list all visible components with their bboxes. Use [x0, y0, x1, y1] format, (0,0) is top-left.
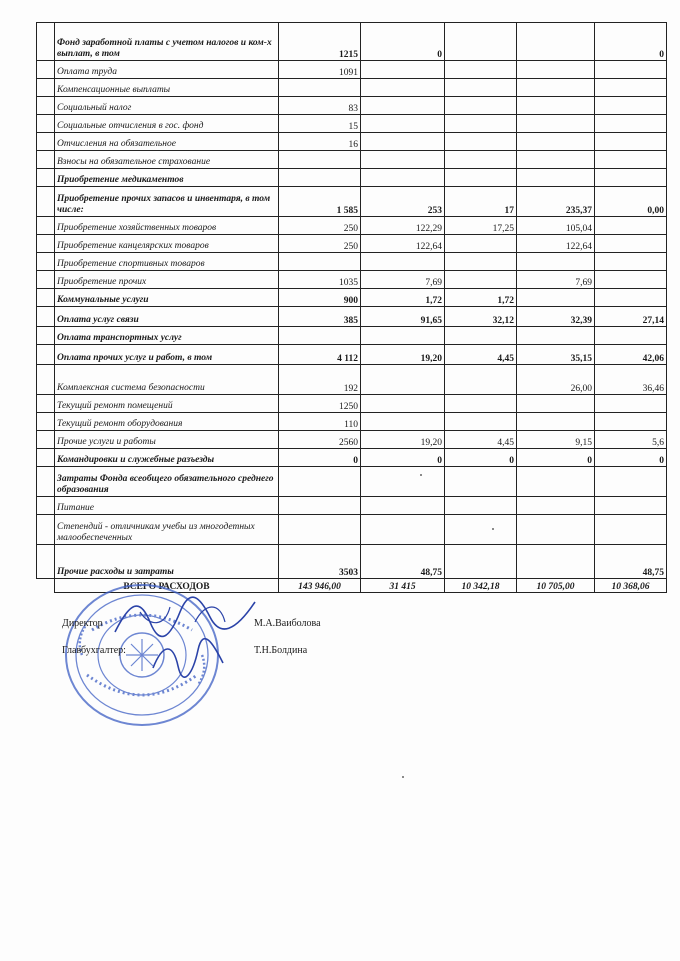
value-cell: 4 112 [279, 345, 361, 365]
value-cell [279, 151, 361, 169]
table-row [37, 365, 667, 395]
value-cell [445, 169, 517, 187]
table-row [37, 151, 667, 169]
value-cell [595, 217, 667, 235]
value-cell [595, 61, 667, 79]
table-row [37, 217, 667, 235]
value-cell: 192 [279, 365, 361, 395]
row-index-cell [37, 545, 55, 579]
accountant-name: Т.Н.Болдина [254, 645, 308, 656]
table-row [37, 307, 667, 327]
row-label: Питание [55, 497, 279, 515]
value-cell [445, 497, 517, 515]
accountant-signature-icon [148, 638, 228, 678]
value-cell [445, 395, 517, 413]
row-label: Социальный налог [55, 97, 279, 115]
row-label: Текущий ремонт помещений [55, 395, 279, 413]
value-cell: 19,20 [361, 431, 445, 449]
value-cell [595, 271, 667, 289]
row-index-cell [37, 289, 55, 307]
value-cell [595, 169, 667, 187]
value-cell: 1091 [279, 61, 361, 79]
table-row [37, 97, 667, 115]
value-cell [517, 133, 595, 151]
table-row [37, 133, 667, 151]
value-cell: 385 [279, 307, 361, 327]
value-cell: 0 [517, 449, 595, 467]
row-index-cell [37, 431, 55, 449]
table-row [37, 289, 667, 307]
table-row [37, 467, 667, 497]
value-cell: 235,37 [517, 187, 595, 217]
row-label: Коммунальные услуги [55, 289, 279, 307]
value-cell: 91,65 [361, 307, 445, 327]
row-index-cell [37, 133, 55, 151]
value-cell [517, 79, 595, 97]
table-row [37, 169, 667, 187]
value-cell [445, 545, 517, 579]
accountant-label: Главбухгалтер: [62, 645, 126, 656]
value-cell [445, 253, 517, 271]
value-cell [279, 467, 361, 497]
expense-table [36, 22, 667, 593]
row-index-cell [37, 345, 55, 365]
value-cell [361, 79, 445, 97]
row-label: Приобретение спортивных товаров [55, 253, 279, 271]
value-cell [361, 169, 445, 187]
row-index-cell [37, 327, 55, 345]
total-value-cell: 10 368,06 [595, 579, 667, 593]
row-index-cell [37, 115, 55, 133]
value-cell: 15 [279, 115, 361, 133]
row-label: Отчисления на обязательное [55, 133, 279, 151]
row-label: Комплексная система безопасности [55, 365, 279, 395]
value-cell: 105,04 [517, 217, 595, 235]
value-cell: 1250 [279, 395, 361, 413]
value-cell [445, 133, 517, 151]
row-label: Приобретение прочих запасов и инвентаря, в том числе: [55, 187, 279, 217]
value-cell [361, 97, 445, 115]
value-cell: 7,69 [361, 271, 445, 289]
table-row [37, 431, 667, 449]
total-label: ВСЕГО РАСХОДОВ [55, 579, 279, 593]
row-index-cell [37, 515, 55, 545]
table-row [37, 497, 667, 515]
value-cell [361, 515, 445, 545]
value-cell [361, 365, 445, 395]
value-cell: 4,45 [445, 345, 517, 365]
value-cell: 0 [279, 449, 361, 467]
value-cell [595, 97, 667, 115]
row-index-cell [37, 79, 55, 97]
row-index-cell [37, 97, 55, 115]
value-cell [595, 79, 667, 97]
value-cell: 83 [279, 97, 361, 115]
value-cell [517, 467, 595, 497]
value-cell [279, 79, 361, 97]
value-cell: 5,6 [595, 431, 667, 449]
value-cell: 1 585 [279, 187, 361, 217]
value-cell [595, 133, 667, 151]
value-cell: 0 [445, 449, 517, 467]
value-cell [445, 115, 517, 133]
value-cell [595, 235, 667, 253]
value-cell: 48,75 [361, 545, 445, 579]
value-cell [517, 497, 595, 515]
value-cell [595, 515, 667, 545]
table-row [37, 115, 667, 133]
value-cell [361, 133, 445, 151]
value-cell [361, 327, 445, 345]
value-cell: 122,64 [517, 235, 595, 253]
value-cell: 110 [279, 413, 361, 431]
row-label: Прочие услуги и работы [55, 431, 279, 449]
scan-speck [492, 528, 494, 530]
scan-speck [420, 474, 422, 476]
row-label: Социальные отчисления в гос. фонд [55, 115, 279, 133]
value-cell [517, 115, 595, 133]
value-cell [517, 253, 595, 271]
value-cell [279, 515, 361, 545]
value-cell: 0 [361, 23, 445, 61]
value-cell [279, 169, 361, 187]
value-cell [445, 23, 517, 61]
value-cell: 32,12 [445, 307, 517, 327]
value-cell [445, 235, 517, 253]
table-row [37, 235, 667, 253]
value-cell [361, 395, 445, 413]
value-cell: 17 [445, 187, 517, 217]
table-row [37, 395, 667, 413]
table-row [37, 449, 667, 467]
value-cell [361, 497, 445, 515]
value-cell [517, 515, 595, 545]
value-cell: 3503 [279, 545, 361, 579]
table-row [37, 23, 667, 61]
value-cell [361, 467, 445, 497]
value-cell [517, 289, 595, 307]
value-cell [595, 151, 667, 169]
value-cell [445, 79, 517, 97]
table-row [37, 253, 667, 271]
row-index-cell [37, 23, 55, 61]
value-cell: 250 [279, 235, 361, 253]
row-index-cell [37, 253, 55, 271]
value-cell [445, 61, 517, 79]
row-index-cell [37, 235, 55, 253]
row-index-cell [37, 467, 55, 497]
value-cell: 7,69 [517, 271, 595, 289]
row-label: Приобретение канцелярских товаров [55, 235, 279, 253]
table-row [37, 61, 667, 79]
value-cell: 26,00 [517, 365, 595, 395]
row-label: Командировки и служебные разъезды [55, 449, 279, 467]
value-cell: 4,45 [445, 431, 517, 449]
table-row [37, 79, 667, 97]
row-index-cell [37, 307, 55, 327]
value-cell: 0 [595, 449, 667, 467]
value-cell [517, 23, 595, 61]
row-index-cell [37, 395, 55, 413]
row-label: Оплата транспортных услуг [55, 327, 279, 345]
row-label: Приобретение хозяйственных товаров [55, 217, 279, 235]
value-cell [445, 151, 517, 169]
value-cell [445, 365, 517, 395]
row-index-cell [37, 271, 55, 289]
row-index-cell [37, 579, 55, 593]
value-cell [445, 97, 517, 115]
value-cell [595, 327, 667, 345]
value-cell: 19,20 [361, 345, 445, 365]
row-label: Текущий ремонт оборудования [55, 413, 279, 431]
value-cell [595, 467, 667, 497]
value-cell [517, 169, 595, 187]
row-index-cell [37, 61, 55, 79]
row-label: Прочие расходы и затраты [55, 545, 279, 579]
row-label: Компенсационные выплаты [55, 79, 279, 97]
value-cell: 122,29 [361, 217, 445, 235]
total-value-cell: 10 342,18 [445, 579, 517, 593]
row-index-cell [37, 365, 55, 395]
value-cell [595, 497, 667, 515]
row-label: Затраты Фонда всеобщего обязательного среднего образования [55, 467, 279, 497]
row-index-cell [37, 169, 55, 187]
value-cell: 17,25 [445, 217, 517, 235]
total-value-cell: 31 415 [361, 579, 445, 593]
table-row [37, 515, 667, 545]
row-index-cell [37, 449, 55, 467]
value-cell [279, 253, 361, 271]
value-cell [361, 253, 445, 271]
value-cell: 122,64 [361, 235, 445, 253]
director-signature-icon [110, 592, 260, 642]
value-cell [445, 413, 517, 431]
value-cell [517, 61, 595, 79]
value-cell: 16 [279, 133, 361, 151]
value-cell: 42,06 [595, 345, 667, 365]
value-cell [361, 413, 445, 431]
value-cell: 35,15 [517, 345, 595, 365]
total-value-cell: 143 946,00 [279, 579, 361, 593]
director-label: Директор [62, 618, 103, 629]
value-cell [279, 327, 361, 345]
table-row [37, 413, 667, 431]
value-cell: 253 [361, 187, 445, 217]
director-name: М.А.Ваиболова [254, 618, 321, 629]
table-row [37, 271, 667, 289]
value-cell [517, 395, 595, 413]
value-cell [517, 327, 595, 345]
row-index-cell [37, 497, 55, 515]
value-cell [595, 289, 667, 307]
value-cell [595, 115, 667, 133]
value-cell: 1,72 [445, 289, 517, 307]
value-cell [595, 253, 667, 271]
row-label: Степендий - отличникам учебы из многодетных малообеспеченных [55, 515, 279, 545]
value-cell [361, 115, 445, 133]
value-cell [361, 151, 445, 169]
value-cell: 250 [279, 217, 361, 235]
table-row [37, 345, 667, 365]
value-cell: 0 [595, 23, 667, 61]
value-cell [517, 97, 595, 115]
value-cell: 48,75 [595, 545, 667, 579]
total-value-cell: 10 705,00 [517, 579, 595, 593]
value-cell [517, 413, 595, 431]
value-cell [445, 467, 517, 497]
row-label: Оплата труда [55, 61, 279, 79]
value-cell [595, 395, 667, 413]
row-label: Оплата услуг связи [55, 307, 279, 327]
value-cell: 1,72 [361, 289, 445, 307]
value-cell: 900 [279, 289, 361, 307]
value-cell [445, 327, 517, 345]
row-index-cell [37, 413, 55, 431]
row-label: Оплата прочих услуг и работ, в том [55, 345, 279, 365]
scan-speck [402, 776, 404, 778]
row-index-cell [37, 187, 55, 217]
row-label: Фонд заработной платы с учетом налогов и ком-х выплат, в том [55, 23, 279, 61]
value-cell [361, 61, 445, 79]
row-index-cell [37, 217, 55, 235]
value-cell: 2560 [279, 431, 361, 449]
row-label: Взносы на обязательное страхование [55, 151, 279, 169]
value-cell [279, 497, 361, 515]
value-cell: 0 [361, 449, 445, 467]
value-cell [595, 413, 667, 431]
table-row [37, 187, 667, 217]
value-cell: 9,15 [517, 431, 595, 449]
value-cell: 32,39 [517, 307, 595, 327]
value-cell: 27,14 [595, 307, 667, 327]
value-cell: 36,46 [595, 365, 667, 395]
value-cell [517, 151, 595, 169]
value-cell: 1215 [279, 23, 361, 61]
value-cell: 0,00 [595, 187, 667, 217]
value-cell [517, 545, 595, 579]
value-cell [445, 515, 517, 545]
table-row [37, 545, 667, 579]
value-cell: 1035 [279, 271, 361, 289]
value-cell [445, 271, 517, 289]
row-index-cell [37, 151, 55, 169]
row-label: Приобретение медикаментов [55, 169, 279, 187]
row-label: Приобретение прочих [55, 271, 279, 289]
table-row [37, 327, 667, 345]
